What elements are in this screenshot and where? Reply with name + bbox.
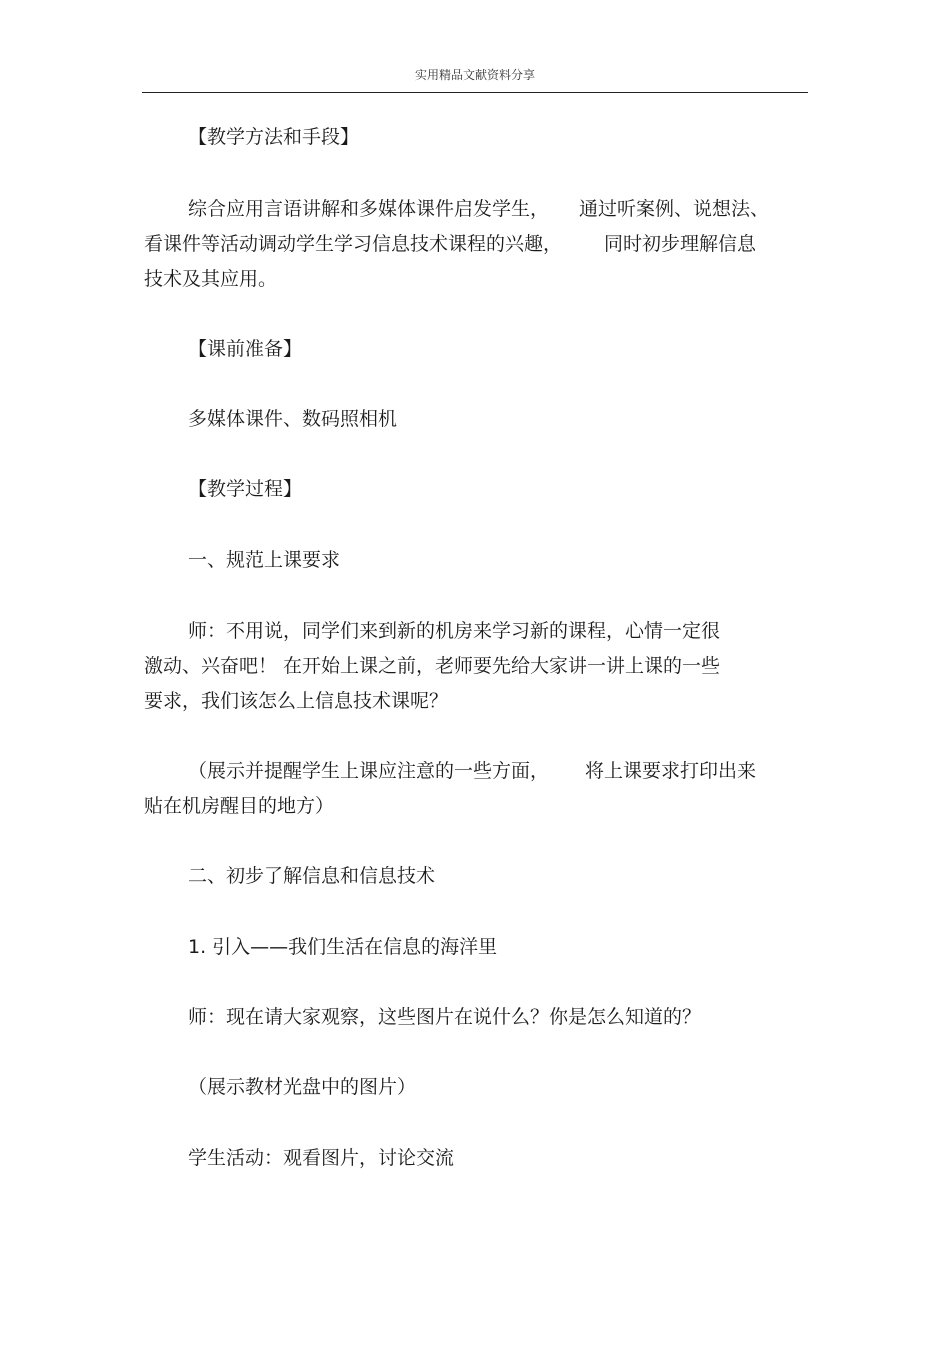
paragraph-line: 技术及其应用。 [144,268,278,290]
paragraph-line: 贴在机房醒目的地方） [144,795,335,817]
header-title: 实用精品文献资料分享 [414,68,535,82]
paragraph-line: （展示教材光盘中的图片） [188,1076,417,1098]
heading-teaching-method: 【教学方法和手段】 [188,126,360,148]
paragraph-line [188,760,858,782]
section-heading-2: 二、初步了解信息和信息技术 [188,865,436,887]
paragraph-text: （展示并提醒学生上课应注意的一些方面， [188,760,550,782]
paragraph-line: 学生活动：观看图片，讨论交流 [188,1147,455,1169]
paragraph-line: 师：不用说，同学们来到新的机房来学习新的课程，心情一定很 [188,620,721,642]
paragraph-text: 综合应用言语讲解和多媒体课件启发学生， [188,198,550,220]
paragraph-line [144,233,814,255]
heading-preparation: 【课前准备】 [188,338,303,360]
heading-process: 【教学过程】 [188,478,303,500]
paragraph-line: 激动、兴奋吧！ 在开始上课之前，老师要先给大家讲一讲上课的一些 [144,655,721,677]
paragraph-text: 同时初步理解信息 [604,233,757,255]
paragraph-line: 师：现在请大家观察，这些图片在说什么？你是怎么知道的？ [188,1006,702,1028]
paragraph-text: 看课件等活动调动学生学习信息技术课程的兴趣， [144,233,563,255]
paragraph-line [188,198,858,220]
section-heading-1: 一、规范上课要求 [188,549,341,571]
paragraph-text: 将上课要求打印出来 [585,760,757,782]
paragraph-text: 通过听案例、说想法、 [579,198,770,220]
preparation-text: 多媒体课件、数码照相机 [188,408,398,430]
subsection-heading: 1. 引入——我们生活在信息的海洋里 [188,936,498,958]
page-header [142,64,808,93]
paragraph-line: 要求，我们该怎么上信息技术课呢？ [144,690,449,712]
